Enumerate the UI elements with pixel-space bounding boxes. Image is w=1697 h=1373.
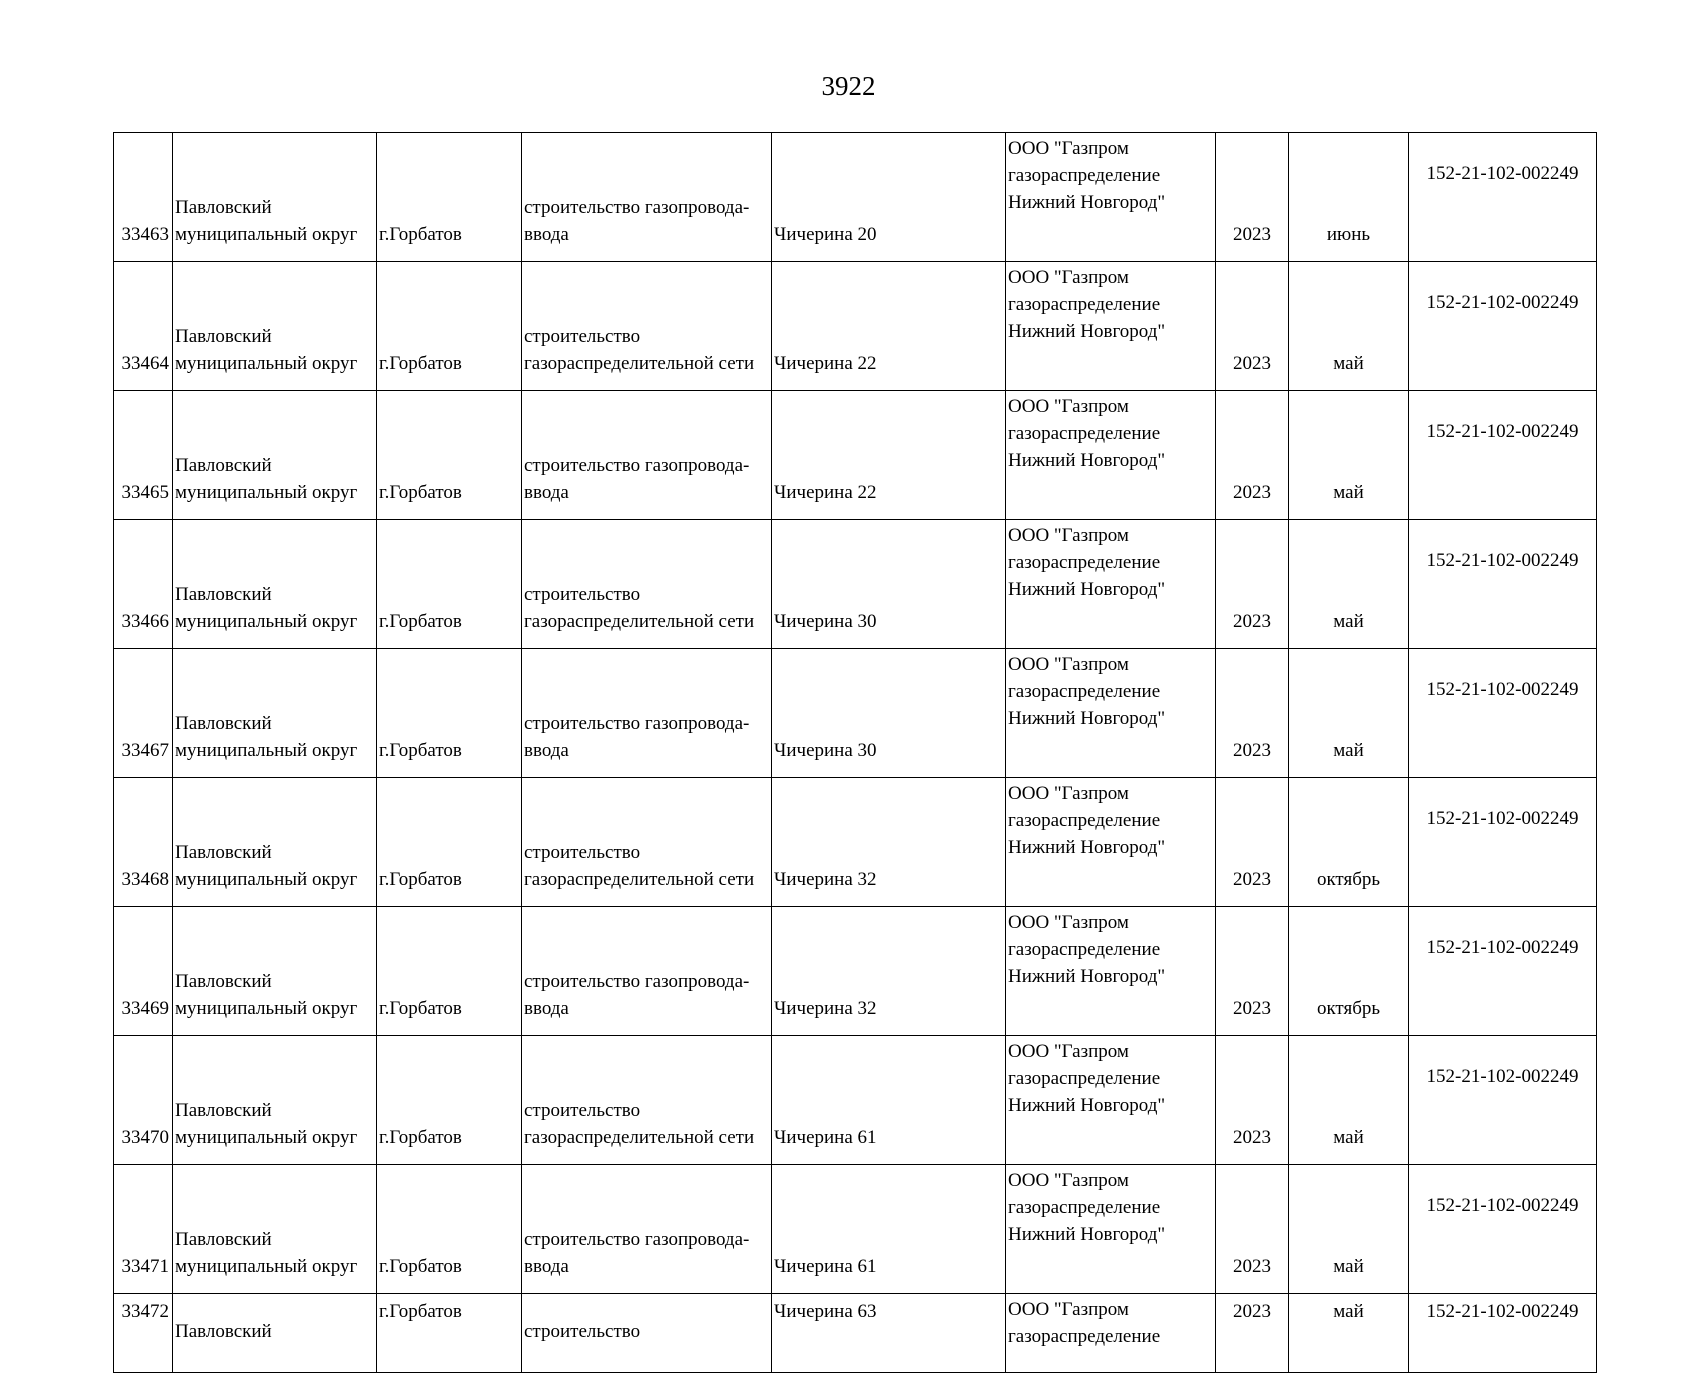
locality-cell: г.Горбатов (377, 778, 522, 907)
district-cell (173, 1294, 377, 1373)
registry-table (113, 132, 1597, 1373)
district-cell-line: Павловский (175, 713, 272, 734)
work-type-cell-line: строительство газопровода- (524, 971, 750, 992)
organization-cell-line: Нижний Новгород" (1008, 579, 1166, 600)
organization-cell-line: Нижний Новгород" (1008, 1095, 1166, 1116)
year-cell: 2023 (1216, 1294, 1289, 1373)
table-row (114, 391, 1597, 520)
organization-cell-line: газораспределение (1008, 681, 1161, 702)
year-cell: 2023 (1216, 1036, 1289, 1165)
year-cell: 2023 (1216, 649, 1289, 778)
organization-cell-line: газораспределение (1008, 165, 1161, 186)
month-cell: май (1289, 1294, 1409, 1373)
organization-cell-line: газораспределение (1008, 939, 1161, 960)
work-type-cell-line: строительство (524, 326, 641, 347)
table-row (114, 1165, 1597, 1294)
record-number-cell: 33467 (114, 649, 173, 778)
year-cell: 2023 (1216, 907, 1289, 1036)
year-cell: 2023 (1216, 133, 1289, 262)
organization-cell-line: ООО "Газпром (1008, 525, 1129, 546)
organization-cell-line: газораспределение (1008, 810, 1161, 831)
locality-cell: г.Горбатов (377, 1294, 522, 1373)
work-type-cell-line: строительство (524, 1100, 641, 1121)
organization-cell-line: ООО "Газпром (1008, 912, 1129, 933)
organization-cell-line: газораспределение (1008, 423, 1161, 444)
table-row (114, 649, 1597, 778)
table-body (114, 133, 1597, 1373)
code-cell: 152-21-102-002249 (1409, 1294, 1597, 1373)
district-cell-line: Павловский (175, 842, 272, 863)
organization-cell-line: Нижний Новгород" (1008, 1224, 1166, 1245)
organization-cell-line: ООО "Газпром (1008, 654, 1129, 675)
record-number-cell: 33471 (114, 1165, 173, 1294)
district-cell (173, 262, 377, 391)
record-number-cell: 33464 (114, 262, 173, 391)
locality-cell: г.Горбатов (377, 520, 522, 649)
work-type-cell (522, 262, 772, 391)
district-cell-line: муниципальный округ (175, 869, 358, 890)
organization-cell (1006, 262, 1216, 391)
code-cell: 152-21-102-002249 (1409, 778, 1597, 907)
address-cell: Чичерина 32 (772, 907, 1006, 1036)
district-cell (173, 778, 377, 907)
organization-cell-line: Нижний Новгород" (1008, 966, 1166, 987)
address-cell: Чичерина 22 (772, 391, 1006, 520)
address-cell: Чичерина 30 (772, 520, 1006, 649)
organization-cell-line: Нижний Новгород" (1008, 837, 1166, 858)
year-cell: 2023 (1216, 778, 1289, 907)
work-type-cell (522, 520, 772, 649)
organization-cell (1006, 1294, 1216, 1373)
organization-cell-line: газораспределение (1008, 1068, 1161, 1089)
organization-cell-line: ООО "Газпром (1008, 267, 1129, 288)
district-cell-line: Павловский (175, 1321, 272, 1342)
organization-cell-line: газораспределение (1008, 294, 1161, 315)
district-cell-line: Павловский (175, 326, 272, 347)
district-cell-line: муниципальный округ (175, 611, 358, 632)
work-type-cell-line: строительство (524, 1321, 641, 1342)
work-type-cell-line: строительство газопровода- (524, 197, 750, 218)
work-type-cell (522, 1165, 772, 1294)
work-type-cell-line: ввода (524, 482, 569, 503)
district-cell (173, 649, 377, 778)
organization-cell-line: ООО "Газпром (1008, 138, 1129, 159)
work-type-cell-line: газораспределительной сети (524, 1127, 755, 1148)
organization-cell (1006, 520, 1216, 649)
district-cell-line: муниципальный округ (175, 224, 358, 245)
month-cell: октябрь (1289, 907, 1409, 1036)
organization-cell (1006, 391, 1216, 520)
work-type-cell-line: ввода (524, 224, 569, 245)
address-cell: Чичерина 61 (772, 1165, 1006, 1294)
work-type-cell-line: газораспределительной сети (524, 611, 755, 632)
work-type-cell (522, 1294, 772, 1373)
record-number-cell: 33472 (114, 1294, 173, 1373)
district-cell-line: Павловский (175, 455, 272, 476)
organization-cell (1006, 649, 1216, 778)
month-cell: октябрь (1289, 778, 1409, 907)
organization-cell-line: Нижний Новгород" (1008, 321, 1166, 342)
district-cell (173, 1036, 377, 1165)
work-type-cell-line: ввода (524, 740, 569, 761)
organization-cell-line: ООО "Газпром (1008, 1170, 1129, 1191)
code-cell: 152-21-102-002249 (1409, 1036, 1597, 1165)
locality-cell: г.Горбатов (377, 262, 522, 391)
work-type-cell-line: газораспределительной сети (524, 869, 755, 890)
organization-cell-line: газораспределение (1008, 1197, 1161, 1218)
locality-cell: г.Горбатов (377, 391, 522, 520)
month-cell: май (1289, 1165, 1409, 1294)
district-cell (173, 391, 377, 520)
work-type-cell-line: ввода (524, 998, 569, 1019)
table-row (114, 1294, 1597, 1373)
district-cell-line: Павловский (175, 971, 272, 992)
address-cell: Чичерина 32 (772, 778, 1006, 907)
record-number-cell: 33469 (114, 907, 173, 1036)
month-cell: май (1289, 520, 1409, 649)
work-type-cell (522, 907, 772, 1036)
code-cell: 152-21-102-002249 (1409, 133, 1597, 262)
organization-cell (1006, 778, 1216, 907)
record-number-cell: 33468 (114, 778, 173, 907)
district-cell (173, 1165, 377, 1294)
district-cell-line: муниципальный округ (175, 1127, 358, 1148)
district-cell-line: Павловский (175, 584, 272, 605)
work-type-cell-line: ввода (524, 1256, 569, 1277)
year-cell: 2023 (1216, 391, 1289, 520)
district-cell-line: муниципальный округ (175, 740, 358, 761)
month-cell: май (1289, 262, 1409, 391)
district-cell-line: муниципальный округ (175, 1256, 358, 1277)
record-number-cell: 33463 (114, 133, 173, 262)
district-cell-line: Павловский (175, 197, 272, 218)
organization-cell-line: Нижний Новгород" (1008, 192, 1166, 213)
address-cell: Чичерина 22 (772, 262, 1006, 391)
organization-cell (1006, 1165, 1216, 1294)
year-cell: 2023 (1216, 262, 1289, 391)
work-type-cell (522, 1036, 772, 1165)
year-cell: 2023 (1216, 520, 1289, 649)
locality-cell: г.Горбатов (377, 907, 522, 1036)
organization-cell-line: ООО "Газпром (1008, 1041, 1129, 1062)
code-cell: 152-21-102-002249 (1409, 391, 1597, 520)
organization-cell-line: ООО "Газпром (1008, 396, 1129, 417)
year-cell: 2023 (1216, 1165, 1289, 1294)
address-cell: Чичерина 61 (772, 1036, 1006, 1165)
work-type-cell-line: строительство (524, 842, 641, 863)
district-cell-line: муниципальный округ (175, 353, 358, 374)
table-row (114, 133, 1597, 262)
district-cell-line: муниципальный округ (175, 998, 358, 1019)
organization-cell-line: Нижний Новгород" (1008, 450, 1166, 471)
organization-cell (1006, 907, 1216, 1036)
work-type-cell-line: строительство газопровода- (524, 1229, 750, 1250)
district-cell (173, 907, 377, 1036)
locality-cell: г.Горбатов (377, 1036, 522, 1165)
code-cell: 152-21-102-002249 (1409, 520, 1597, 649)
table-row (114, 1036, 1597, 1165)
organization-cell-line: ООО "Газпром (1008, 783, 1129, 804)
month-cell: июнь (1289, 133, 1409, 262)
table-row (114, 778, 1597, 907)
organization-cell-line: газораспределение (1008, 552, 1161, 573)
locality-cell: г.Горбатов (377, 1165, 522, 1294)
code-cell: 152-21-102-002249 (1409, 262, 1597, 391)
code-cell: 152-21-102-002249 (1409, 1165, 1597, 1294)
district-cell (173, 520, 377, 649)
record-number-cell: 33465 (114, 391, 173, 520)
address-cell: Чичерина 30 (772, 649, 1006, 778)
table-row (114, 520, 1597, 649)
work-type-cell (522, 391, 772, 520)
district-cell (173, 133, 377, 262)
work-type-cell (522, 649, 772, 778)
work-type-cell-line: газораспределительной сети (524, 353, 755, 374)
month-cell: май (1289, 1036, 1409, 1165)
address-cell: Чичерина 20 (772, 133, 1006, 262)
district-cell-line: Павловский (175, 1100, 272, 1121)
record-number-cell: 33466 (114, 520, 173, 649)
code-cell: 152-21-102-002249 (1409, 649, 1597, 778)
month-cell: май (1289, 391, 1409, 520)
work-type-cell (522, 778, 772, 907)
organization-cell (1006, 133, 1216, 262)
address-cell: Чичерина 63 (772, 1294, 1006, 1373)
organization-cell-line: газораспределение (1008, 1326, 1161, 1347)
table-row (114, 907, 1597, 1036)
record-number-cell: 33470 (114, 1036, 173, 1165)
district-cell-line: муниципальный округ (175, 482, 358, 503)
locality-cell: г.Горбатов (377, 649, 522, 778)
organization-cell (1006, 1036, 1216, 1165)
organization-cell-line: ООО "Газпром (1008, 1299, 1129, 1320)
locality-cell: г.Горбатов (377, 133, 522, 262)
month-cell: май (1289, 649, 1409, 778)
work-type-cell (522, 133, 772, 262)
organization-cell-line: Нижний Новгород" (1008, 708, 1166, 729)
work-type-cell-line: строительство газопровода- (524, 713, 750, 734)
table-row (114, 262, 1597, 391)
page-number: 3922 (821, 71, 876, 101)
code-cell: 152-21-102-002249 (1409, 907, 1597, 1036)
work-type-cell-line: строительство (524, 584, 641, 605)
work-type-cell-line: строительство газопровода- (524, 455, 750, 476)
district-cell-line: Павловский (175, 1229, 272, 1250)
